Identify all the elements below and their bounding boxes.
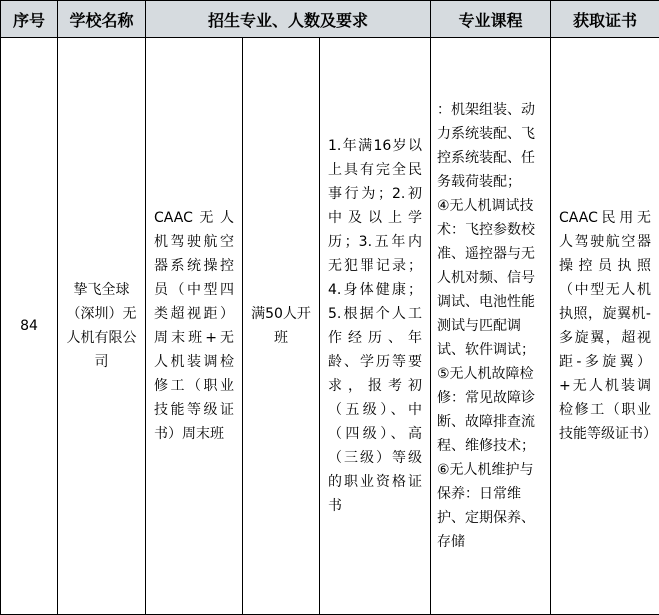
course-item: ④无人机调试技术：飞控参数校准、遥控器与无人机对频、信号调试、电池性能测试与匹配调试、软件调试； xyxy=(437,198,535,358)
header-courses: 专业课程 xyxy=(431,1,551,38)
course-item: ⑥无人机维护与保养：日常维护、定期保养、存储 xyxy=(437,462,535,550)
header-school: 学校名称 xyxy=(58,1,146,38)
header-cert: 获取证书 xyxy=(551,1,659,38)
row-requirements: 1.年满16岁以上具有完全民事行为；2.初中及以上学历；3.五年内无犯罪记录；4.身体健康；5.根据个人工作经历、年龄、学历等要求，报考初（五级）、中（四级）、高（三级）等级的职业资格证书 xyxy=(320,38,431,615)
row-courses xyxy=(431,38,551,615)
header-seq: 序号 xyxy=(1,1,58,38)
table-row xyxy=(1,38,659,615)
course-item: ：机架组装、动力系统装配、飞控系统装配、任务载荷装配； xyxy=(437,102,535,190)
row-seq: 84 xyxy=(1,38,58,615)
row-major: CAAC无人机驾驶航空器系统操控员（中型四类超视距）周末班+无人机装调检修工（职业技能等级证书）周末班 xyxy=(146,38,243,615)
row-school: 挚飞全球（深圳）无人机有限公司 xyxy=(58,38,146,615)
header-row xyxy=(1,1,659,38)
row-cert: CAAC民用无人驾驶航空器操控员执照（中型无人机执照，旋翼机-多旋翼，超视距-多旋翼）+无人机装调检修工（职业技能等级证书） xyxy=(551,38,659,615)
header-enroll: 招生专业、人数及要求 xyxy=(146,1,431,38)
row-count: 满50人开班 xyxy=(243,38,320,615)
course-item: ⑤无人机故障检修：常见故障诊断、故障排查流程、维修技术； xyxy=(437,366,535,454)
